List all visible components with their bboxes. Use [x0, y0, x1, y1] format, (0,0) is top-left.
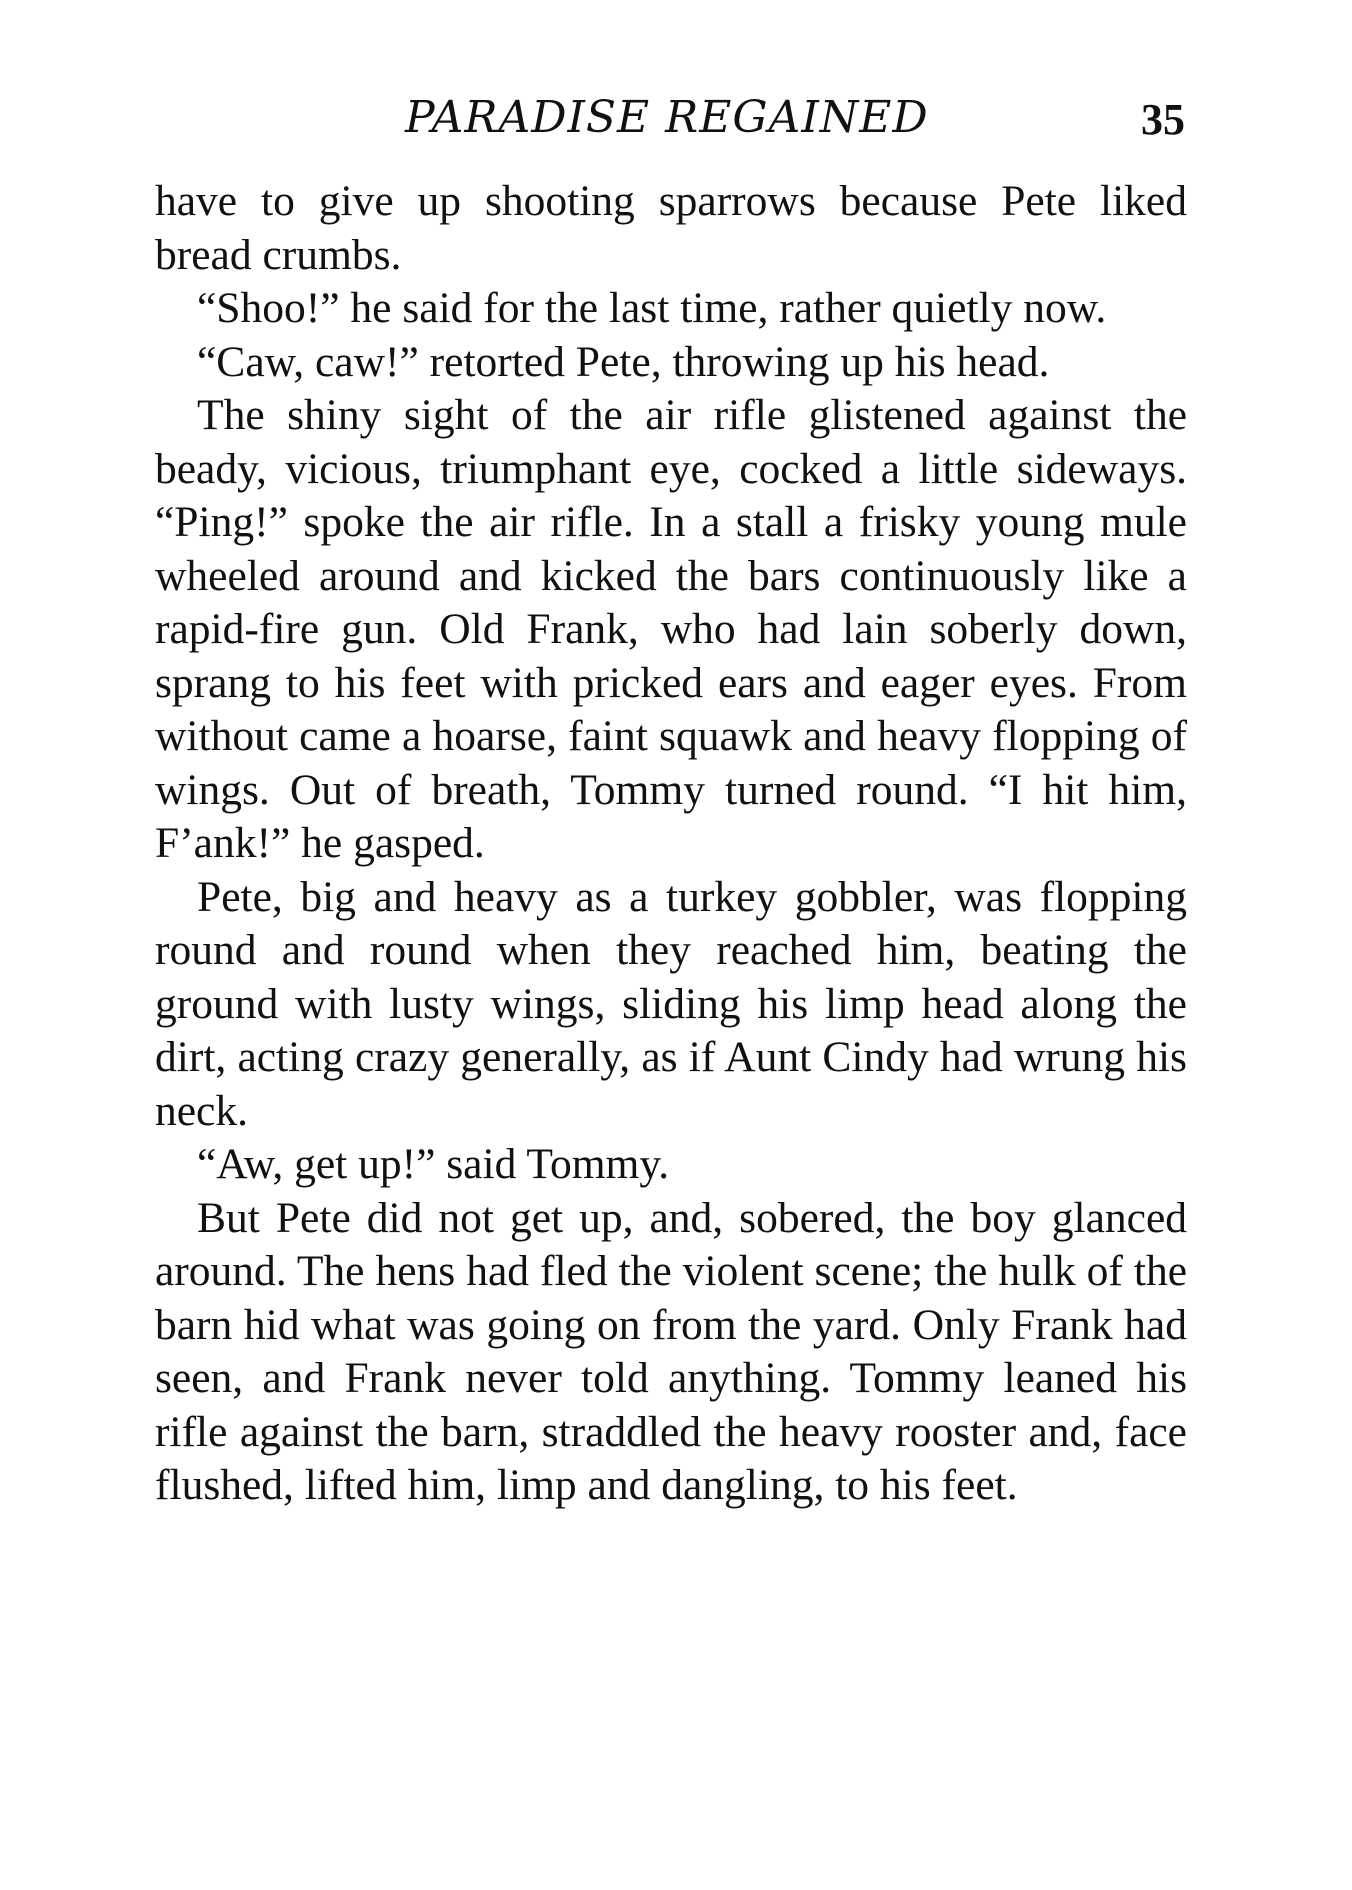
paragraph-pete-flopping: Pete, big and heavy as a turkey gobbler, was flopping round and round when they reached him, beating the ground with lusty wings, sliding his limp head along the dirt, acting crazy generally, as if Aunt Cindy had wrung his neck.	[155, 872, 1187, 1135]
paragraph-get-up: “Aw, get up!” said Tommy.	[197, 1140, 670, 1188]
paragraph-caw: “Caw, caw!” retorted Pete, throwing up his head.	[197, 337, 1050, 386]
page-header	[155, 92, 1185, 152]
body-text	[155, 175, 1187, 1513]
paragraph-air-rifle: The shiny sight of the air rifle glistened against the beady, vicious, triumphant eye, cocked a little sideways. “Ping!” spoke the air rifle. In a stall a frisky young mule wheeled around and kicked the bars continuously like a rapid-fire gun. Old Frank, who had lain soberly down, sprang to his feet with pricked ears and eager eyes. From without came a hoarse, faint squawk and heavy flopping of wings. Out of breath, Tommy turned round. “I hit him, F’ank!” he gasped.	[155, 391, 1187, 867]
paragraph-sobered: But Pete did not get up, and, sobered, the boy glanced around. The hens had fled the violent scene; the hulk of the barn hid what was going on from the yard. Only Frank had seen, and Frank never told anything. Tommy leaned his rifle against the barn, straddled the heavy rooster and, face flushed, lifted him, limp and dangling, to his feet.	[155, 1193, 1187, 1509]
paragraph-continuation: have to give up shooting sparrows because Pete liked bread crumbs.	[155, 177, 1187, 279]
page-number: 35	[1141, 95, 1185, 144]
running-title: PARADISE REGAINED	[405, 92, 929, 143]
paragraph-shoo: “Shoo!” he said for the last time, rather quietly now.	[197, 284, 1107, 332]
